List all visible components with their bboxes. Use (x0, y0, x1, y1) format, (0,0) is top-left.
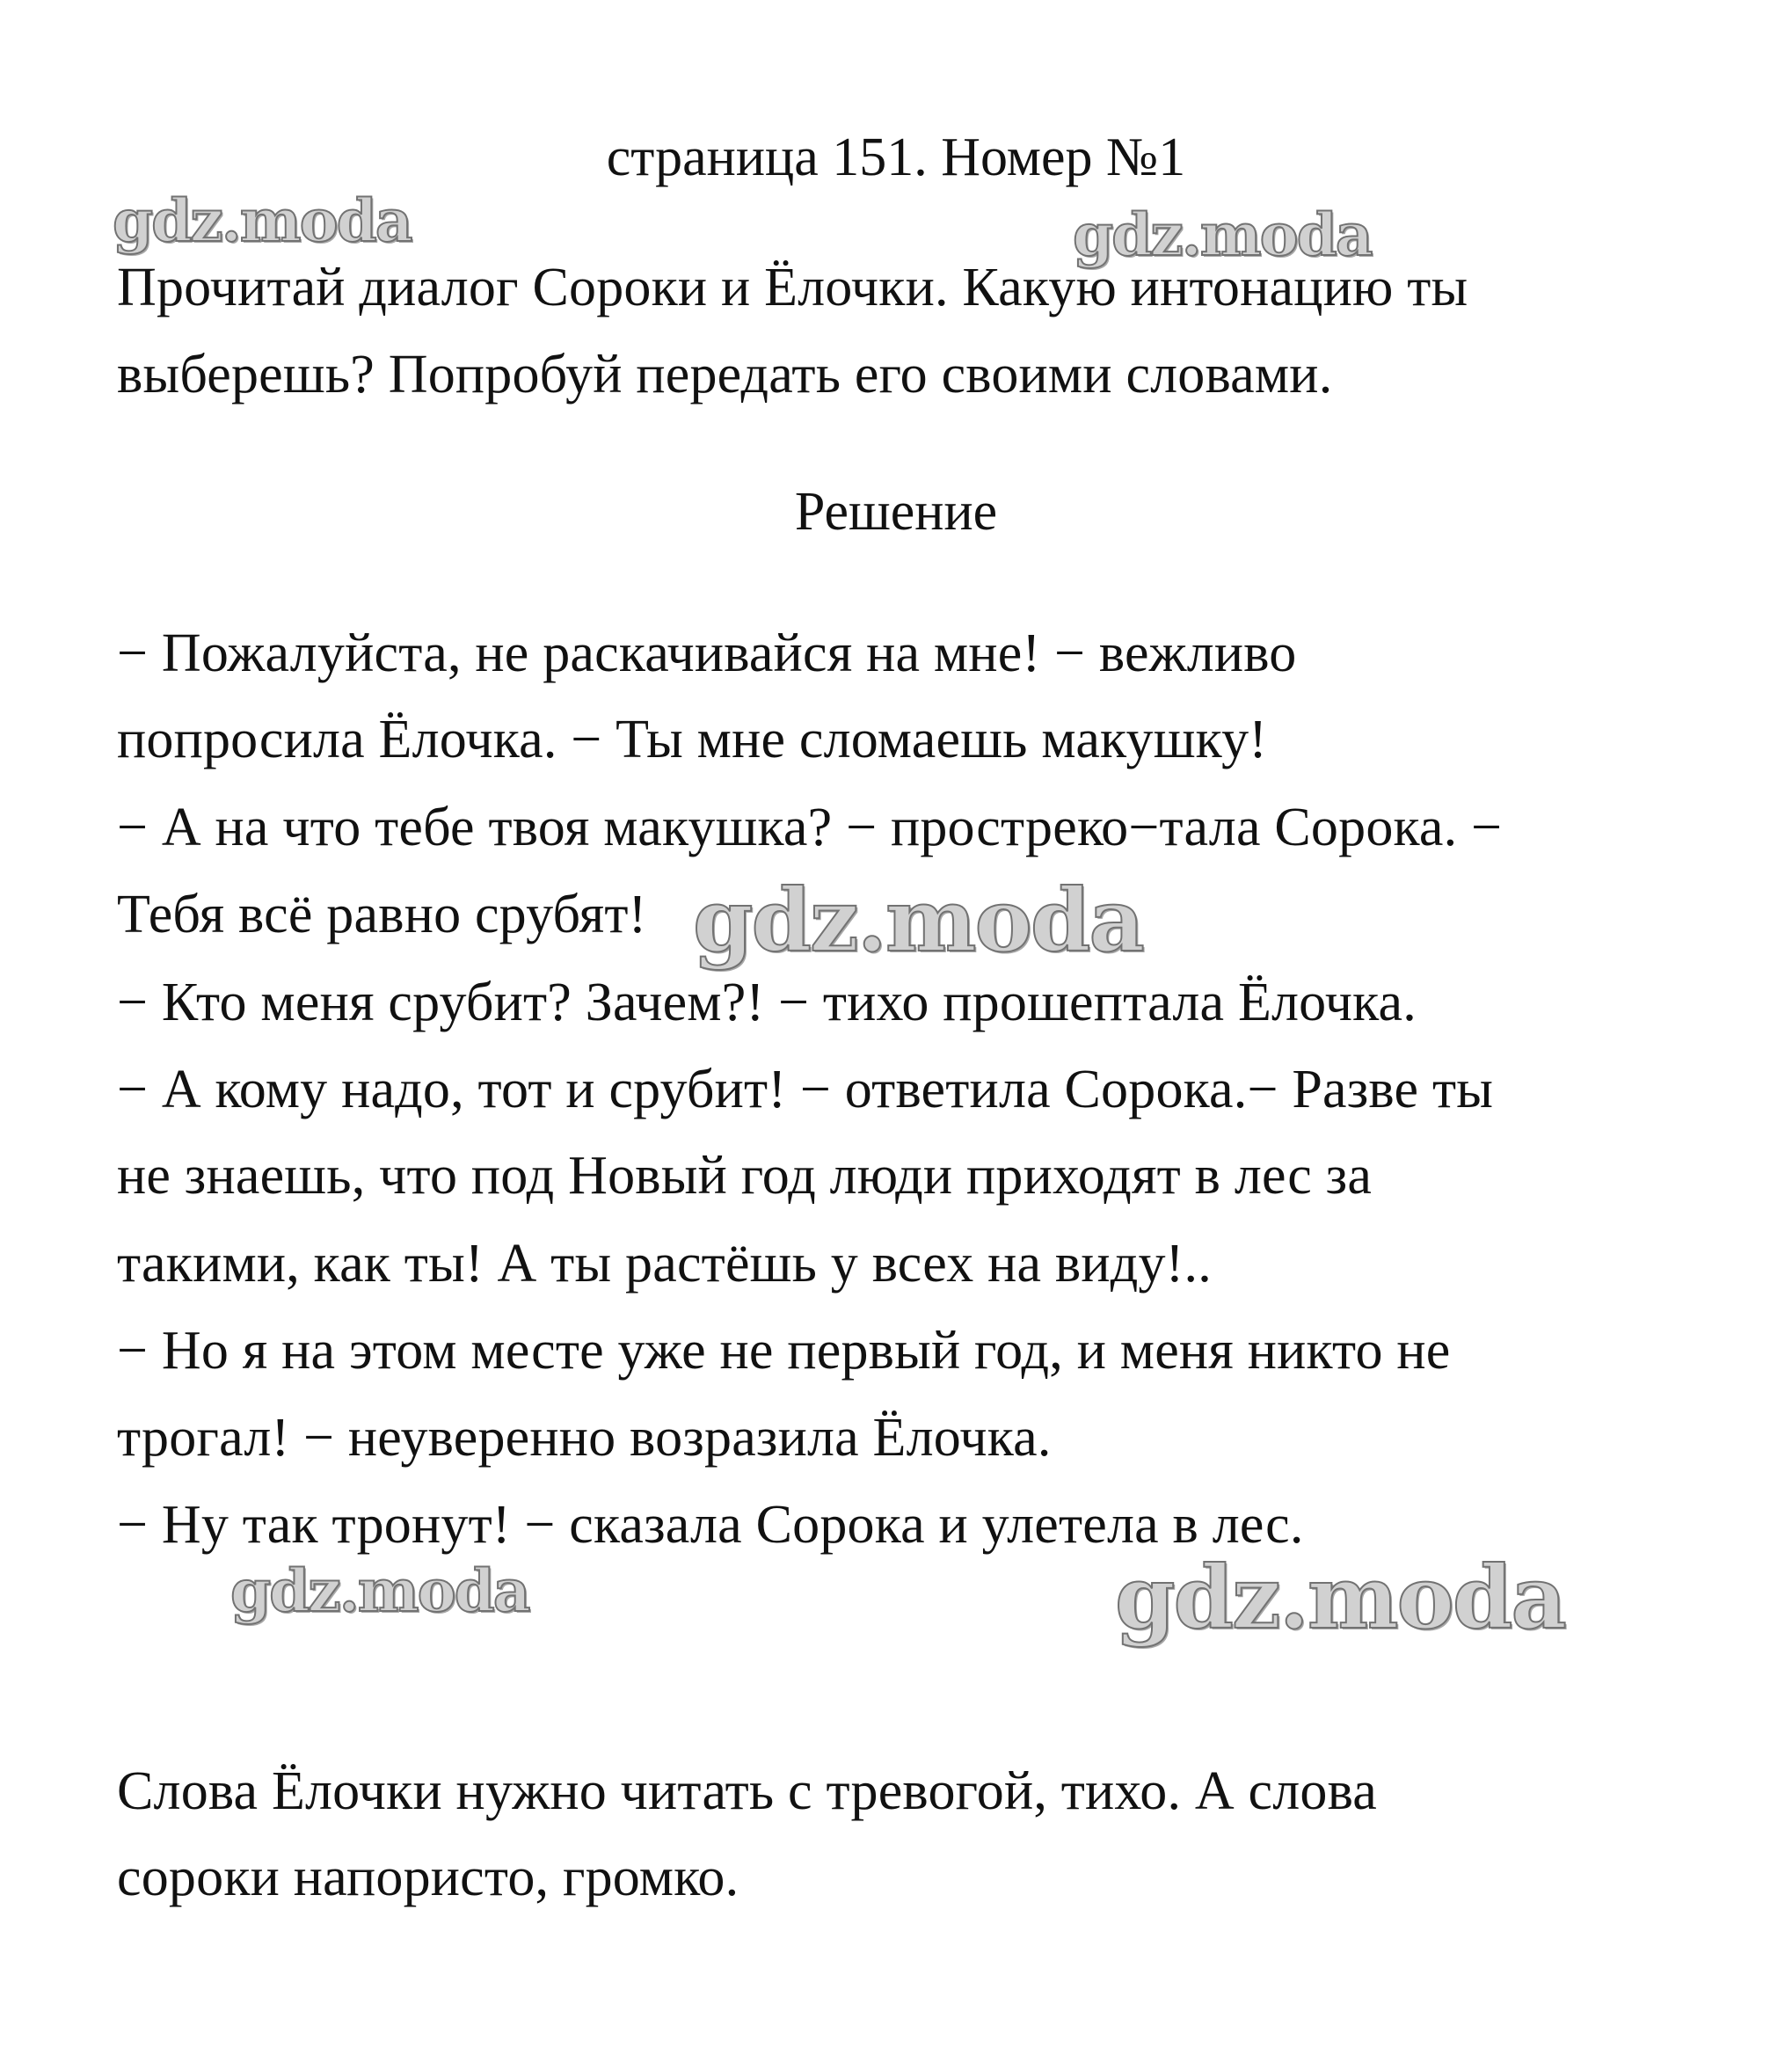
solution-heading: Решение (794, 482, 998, 542)
watermark-logo: gdz.moda (113, 186, 412, 255)
solution-line-11: − Ну так тронут! − сказала Сорока и улетела в лес. (117, 1495, 1304, 1555)
solution-line-6: − А кому надо, тот и срубит! − ответила Сорока.− Разве ты (117, 1060, 1494, 1119)
solution-line-10: трогал! − неуверенно возразила Ёлочка. (117, 1408, 1052, 1468)
solution-line-5: − Кто меня срубит? Зачем?! − тихо прошептала Ёлочка. (117, 973, 1417, 1032)
solution-line-4: Тебя всё равно срубят! (117, 885, 647, 944)
page-title: страница 151. Номер №1 (606, 128, 1186, 187)
conclusion-line-1: Слова Ёлочки нужно читать с тревогой, тихо. А слова (117, 1761, 1377, 1821)
solution-line-3: − А на что тебе твоя макушка? − простреко−тала Сорока. − (117, 798, 1503, 857)
solution-line-7: не знаешь, что под Новый год люди приходят в лес за (117, 1146, 1373, 1206)
watermark-logo: gdz.moda (1115, 1548, 1565, 1649)
watermark-logo: gdz.moda (230, 1556, 529, 1625)
task-line-2: выберешь? Попробуй передать его своими словами. (117, 345, 1333, 405)
solution-line-9: − Но я на этом месте уже не первый год, и меня никто не (117, 1321, 1451, 1381)
conclusion-line-2: сороки напористо, громко. (117, 1848, 739, 1907)
solution-line-8: такими, как ты! А ты растёшь у всех на виду!.. (117, 1234, 1212, 1294)
solution-line-2: попросила Ёлочка. − Ты мне сломаешь макушку! (117, 710, 1268, 769)
watermark-logo: gdz.moda (693, 871, 1143, 972)
solution-line-1: − Пожалуйста, не раскачивайся на мне! − вежливо (117, 623, 1297, 683)
watermark-logo: gdz.moda (1073, 200, 1372, 269)
task-line-1: Прочитай диалог Сороки и Ёлочки. Какую интонацию ты (117, 258, 1468, 317)
